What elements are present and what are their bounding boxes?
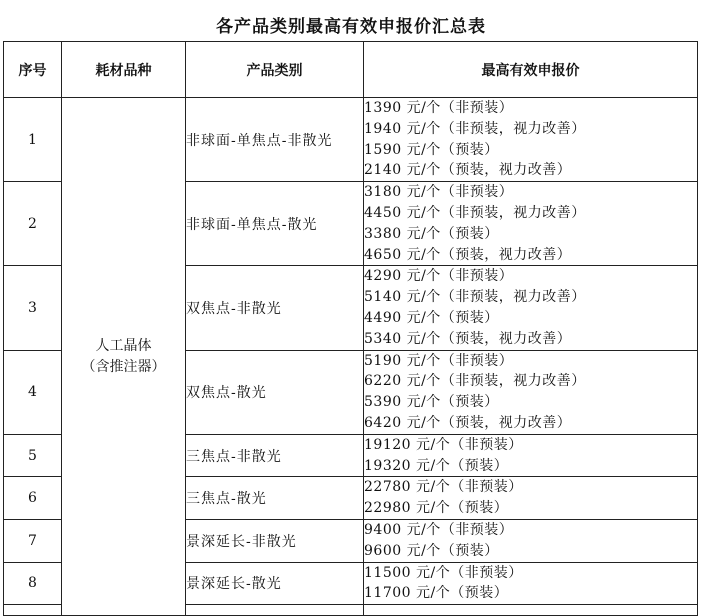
price-line: 4290 元/个（非预装） bbox=[364, 268, 514, 285]
price-line: 22780 元/个（非预装） bbox=[364, 479, 523, 496]
price-line: 5340 元/个（预装，视力改善） bbox=[364, 330, 572, 347]
material-cell bbox=[62, 98, 186, 616]
header-row bbox=[4, 42, 698, 98]
row-prices bbox=[364, 477, 698, 520]
row-seq: 6 bbox=[4, 477, 62, 520]
row-seq: 7 bbox=[4, 519, 62, 562]
header-seq: 序号 bbox=[4, 42, 62, 98]
price-line: 1590 元/个（预装） bbox=[364, 141, 499, 158]
material-line: （含推注器） bbox=[81, 358, 166, 375]
price-line: 3380 元/个（预装） bbox=[364, 225, 499, 242]
table-title: 各产品类别最高有效申报价汇总表 bbox=[216, 17, 486, 37]
row-seq: 4 bbox=[4, 350, 62, 434]
row-category: 景深延长-散光 bbox=[186, 562, 364, 605]
row-prices bbox=[364, 98, 698, 182]
price-line: 5390 元/个（预装） bbox=[364, 394, 499, 411]
material-line: 人工晶体 bbox=[95, 337, 152, 354]
price-line: 4650 元/个（预装，视力改善） bbox=[364, 246, 572, 263]
cut-prices bbox=[364, 605, 698, 616]
row-prices bbox=[364, 519, 698, 562]
row-category: 双焦点-散光 bbox=[186, 350, 364, 434]
price-line: 22980 元/个（预装） bbox=[364, 500, 509, 517]
cut-seq bbox=[4, 605, 62, 616]
row-seq: 2 bbox=[4, 182, 62, 266]
price-summary-table bbox=[3, 41, 698, 616]
price-line: 5190 元/个（非预装） bbox=[364, 352, 514, 369]
row-seq: 5 bbox=[4, 434, 62, 477]
row-category: 三焦点-非散光 bbox=[186, 434, 364, 477]
row-seq: 1 bbox=[4, 98, 62, 182]
row-category: 景深延长-非散光 bbox=[186, 519, 364, 562]
table-row bbox=[4, 98, 698, 182]
row-prices bbox=[364, 350, 698, 434]
price-line: 4450 元/个（非预装，视力改善） bbox=[364, 204, 586, 221]
price-line: 19120 元/个（非预装） bbox=[364, 436, 523, 453]
price-line: 6220 元/个（非预装，视力改善） bbox=[364, 373, 586, 390]
row-seq: 3 bbox=[4, 266, 62, 350]
price-line: 5140 元/个（非预装，视力改善） bbox=[364, 289, 586, 306]
price-line: 11700 元/个（预装） bbox=[364, 585, 509, 602]
price-line: 4490 元/个（预装） bbox=[364, 309, 499, 326]
price-line: 1390 元/个（非预装） bbox=[364, 100, 514, 116]
row-prices bbox=[364, 562, 698, 605]
row-prices bbox=[364, 182, 698, 266]
row-category: 双焦点-非散光 bbox=[186, 266, 364, 350]
price-line: 9400 元/个（非预装） bbox=[364, 521, 514, 538]
price-line: 11500 元/个（非预装） bbox=[364, 564, 523, 581]
cut-category bbox=[186, 605, 364, 616]
price-line: 19320 元/个（预装） bbox=[364, 457, 509, 474]
row-seq: 8 bbox=[4, 562, 62, 605]
row-category: 三焦点-散光 bbox=[186, 477, 364, 520]
price-line: 2140 元/个（预装，视力改善） bbox=[364, 162, 572, 179]
table-body bbox=[4, 98, 698, 616]
price-line: 6420 元/个（预装，视力改善） bbox=[364, 414, 572, 431]
row-category: 非球面-单焦点-散光 bbox=[186, 182, 364, 266]
header-category: 产品类别 bbox=[186, 42, 364, 98]
price-line: 9600 元/个（预装） bbox=[364, 542, 499, 559]
header-material: 耗材品种 bbox=[62, 42, 186, 98]
row-prices bbox=[364, 434, 698, 477]
row-category: 非球面-单焦点-非散光 bbox=[186, 98, 364, 182]
price-line: 1940 元/个（非预装，视力改善） bbox=[364, 120, 586, 137]
price-line: 3180 元/个（非预装） bbox=[364, 184, 514, 201]
row-prices bbox=[364, 266, 698, 350]
header-price: 最高有效申报价 bbox=[364, 42, 698, 98]
